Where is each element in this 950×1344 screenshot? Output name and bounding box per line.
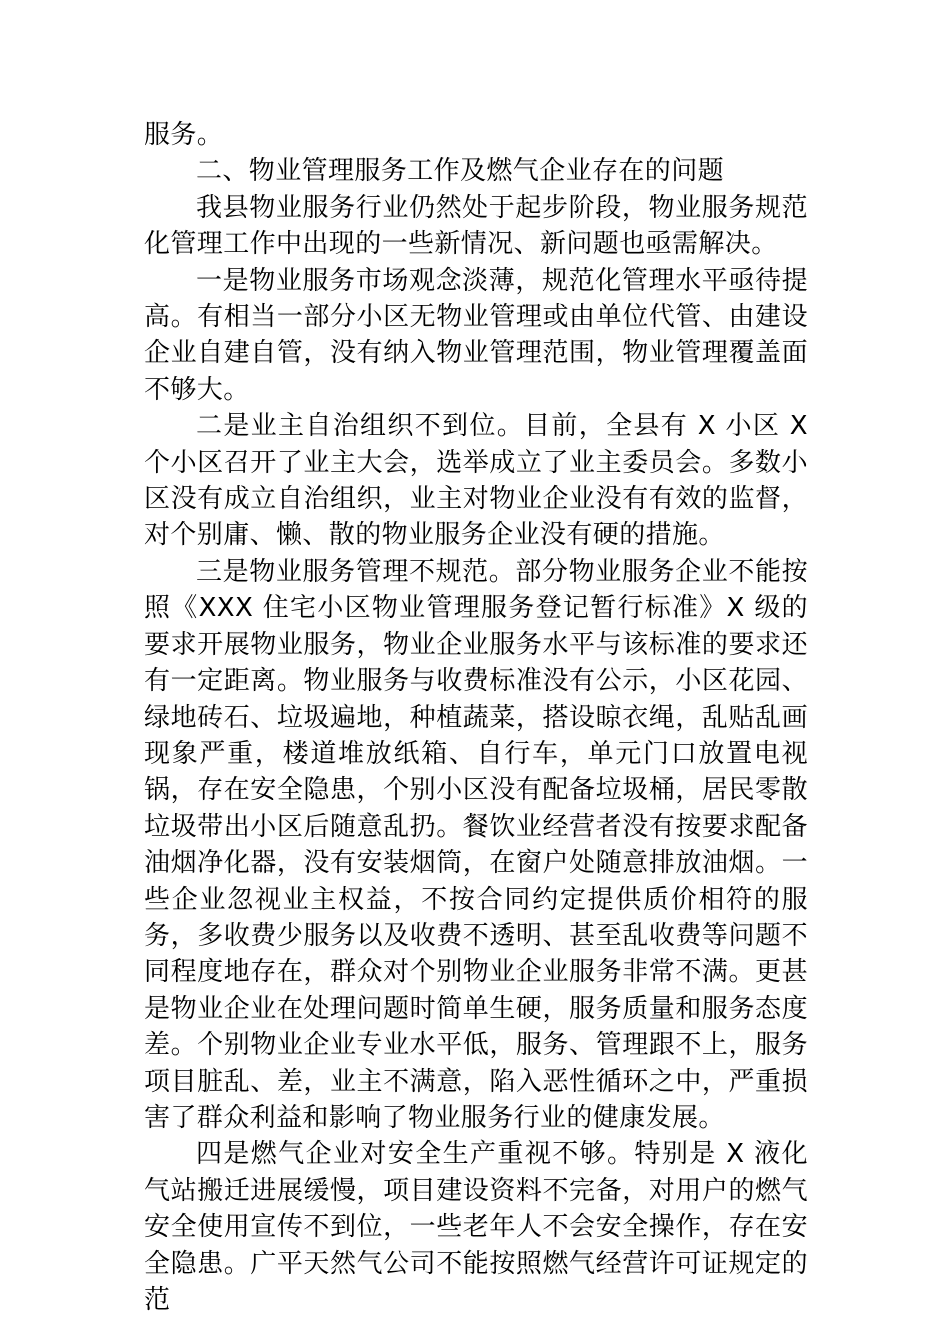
paragraph-continuation: 服务。 <box>144 120 224 150</box>
paragraph-point-one: 一是物业服务市场观念淡薄，规范化管理水平亟待提高。有相当一部分小区无物业管理或由单位代管、由建设企业自建自管，没有纳入物业管理范围，物业管理覆盖面不够大。 <box>144 265 808 405</box>
document-body <box>144 117 808 1318</box>
section-heading: 二、物业管理服务工作及燃气企业存在的问题 <box>196 156 725 187</box>
paragraph-intro: 我县物业服务行业仍然处于起步阶段，物业服务规范化管理工作中出现的一些新情况、新问题也亟需解决。 <box>144 192 808 260</box>
paragraph-point-four: 四是燃气企业对安全生产重视不够。特别是 X 液化气站搬迁进展缓慢，项目建设资料不完备，对用户的燃气安全使用宣传不到位，一些老年人不会安全操作，存在安全隐患。广平天然气公司不能按照燃气经营许可证规定的范 <box>144 1139 808 1315</box>
paragraph-point-two: 二是业主自治组织不到位。目前，全县有 X 小区 X 个小区召开了业主大会，选举成立了业主委员会。多数小区没有成立自治组织，业主对物业企业没有有效的监督，对个别庸、懒、散的物业服务企业没有硬的措施。 <box>144 411 808 551</box>
paragraph-point-three: 三是物业服务管理不规范。部分物业服务企业不能按照《XXX 住宅小区物业管理服务登记暂行标准》X 级的要求开展物业服务，物业企业服务水平与该标准的要求还有一定距离。物业服务与收费标准没有公示，小区花园、绿地砖石、垃圾遍地，种植蔬菜，搭设晾衣绳，乱贴乱画现象严重，楼道堆放纸箱、自行车，单元门口放置电视锅，存在安全隐患，个别小区没有配备垃圾桶，居民零散垃圾带出小区后随意乱扔。餐饮业经营者没有按要求配备油烟净化器，没有安装烟筒，在窗户处随意排放油烟。一些企业忽视业主权益，不按合同约定提供质价相符的服务，多收费少服务以及收费不透明、甚至乱收费等问题不同程度地存在，群众对个别物业企业服务非常不满。更甚是物业企业在处理问题时简单生硬，服务质量和服务态度差。个别物业企业专业水平低，服务、管理跟不上，服务项目脏乱、差，业主不满意，陷入恶性循环之中，严重损害了群众利益和影响了物业服务行业的健康发展。 <box>144 556 808 1133</box>
